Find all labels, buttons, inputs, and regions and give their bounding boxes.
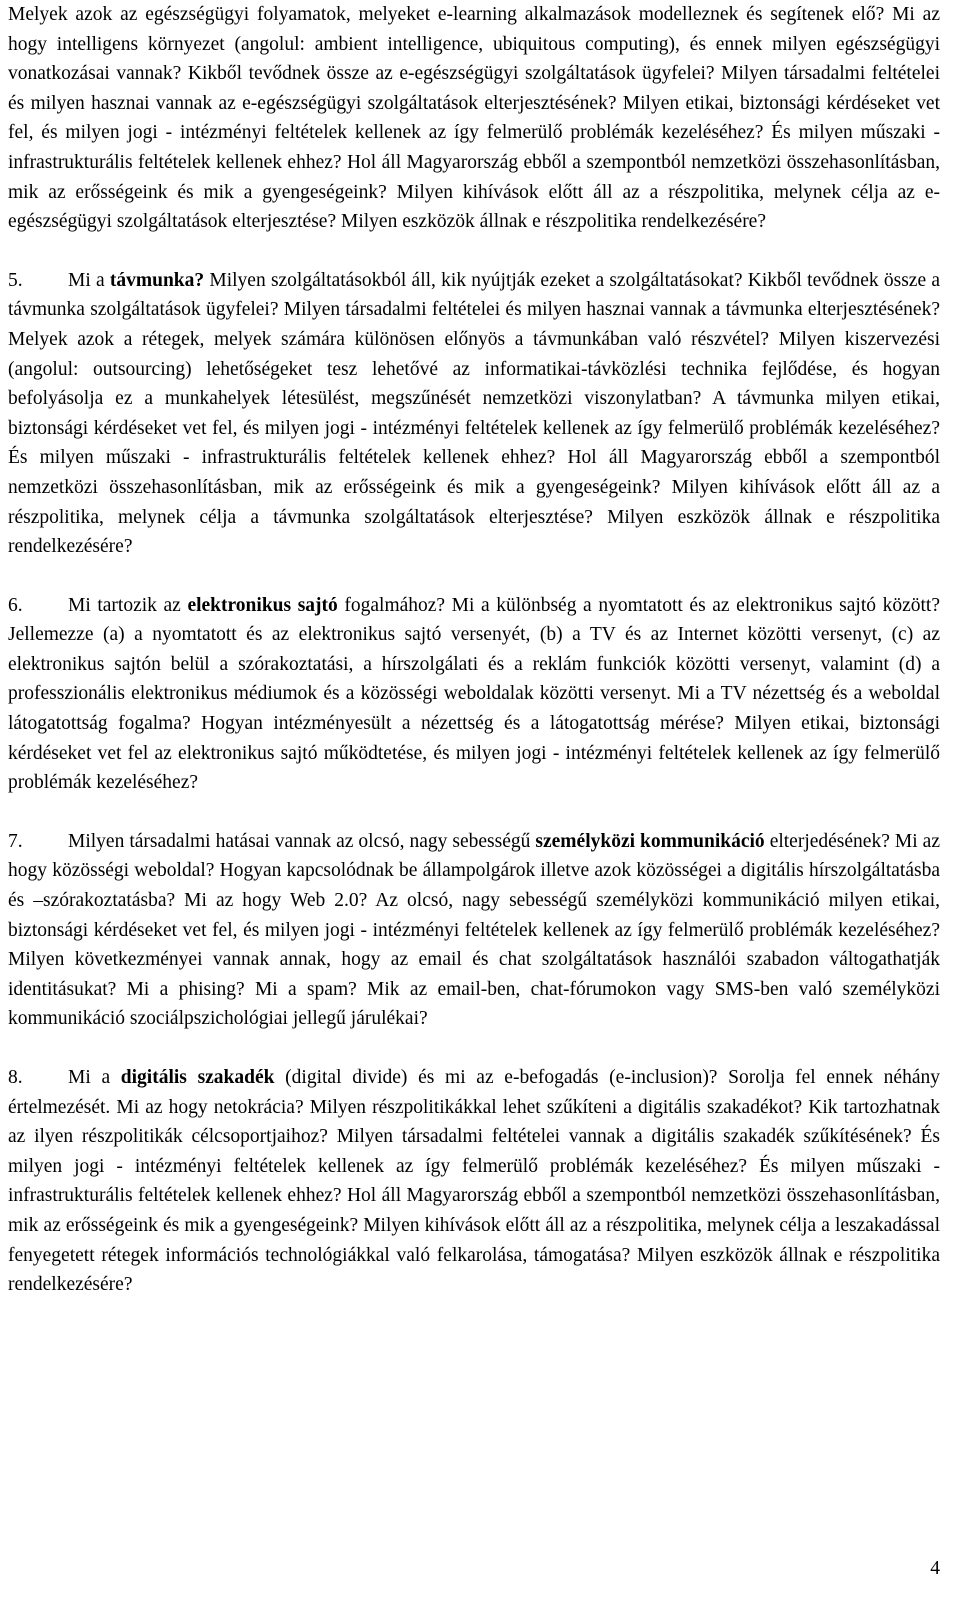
paragraph-gap xyxy=(8,1034,940,1063)
item-text-pre: Mi a xyxy=(68,1067,121,1088)
item-text-post: fogalmához? Mi a különbség a nyomtatott és az elektronikus sajtó között? Jellemezze (a) a nyomtatott és az elektronikus sajtó versenyét, (b) a TV és az Internet közötti versenyt, (c) az elektronikus sajtón belül a szórakoztatási, a hírszolgálati és a reklám funkciók közötti versenyt, valamint (d) a professzionális elektronikus médiumok és a közösségi weboldalak közötti versenyt. Mi a TV nézettség és a weboldal látogatottság fogalma? Hogyan intézményesült a nézettség és a látogatottság mérése? Milyen etikai, biztonsági kérdéseket vet fel az elektronikus sajtó működtetése, és milyen jogi - intézményi feltételek kellenek az így felmerülő problémák kezeléséhez? xyxy=(8,594,940,794)
page-number: 4 xyxy=(930,1558,940,1579)
question-item-7 xyxy=(8,827,940,1034)
item-text-post: elterjedésének? Mi az hogy közösségi weboldal? Hogyan kapcsolódnak be állampolgárok illetve azok közösségei a digitális hírszolgáltatásba és –szórakoztatásba? Mi az hogy Web 2.0? Az olcsó, nagy sebességű személyközi kommunikáció milyen etikai, biztonsági kérdéseket vet fel, és milyen jogi - intézményi feltételek kellenek az így felmerülő problémák kezeléséhez? Milyen következményei vannak annak, hogy az email és chat szolgáltatások használói szabadon váltogathatják identitásukat? Mi a phising? Mi a spam? Mik az email-ben, chat-fórumokon vagy SMS-ben való személyközi kommunikáció szociálpszichológiai jellegű járulékai? xyxy=(8,830,940,1030)
document-page xyxy=(8,0,940,1300)
item-keyword: digitális szakadék xyxy=(120,1067,275,1088)
item-text-pre: Mi a xyxy=(68,269,110,291)
paragraph-gap xyxy=(8,798,940,827)
question-item-6 xyxy=(8,591,940,798)
item-number: 6. xyxy=(8,594,23,616)
item-keyword: elektronikus sajtó xyxy=(187,594,338,616)
paragraph-gap xyxy=(8,237,940,266)
intro-paragraph: Melyek azok az egészségügyi folyamatok, melyeket e-learning alkalmazások modelleznek és segítenek elő? Mi az hogy intelligens környezet (angolul: ambient intelligence, ubiquitous computing), és ennek milyen egészségügyi vonatkozásai vannak? Kikből tevődnek össze az e-egészségügyi szolgáltatások ügyfelei? Milyen társadalmi feltételei és milyen hasznai vannak az e-egészségügyi szolgáltatások elterjesztésének? Milyen etikai, biztonsági kérdéseket vet fel, és milyen jogi - intézményi feltételek kellenek az így felmerülő problémák kezeléséhez? És milyen műszaki - infrastrukturális feltételek kellenek ehhez? Hol áll Magyarország ebből a szempontból nemzetközi összehasonlításban, mik az erősségeink és mik a gyengeségeink? Milyen kihívások előtt áll az a részpolitika, melynek célja az e-egészségügyi szolgáltatások elterjesztése? Milyen eszközök állnak e részpolitika rendelkezésére? xyxy=(8,4,940,233)
item-text-post: (digital divide) és mi az e-befogadás (e-inclusion)? Sorolja fel ennek néhány értelmezését. Mi az hogy netokrácia? Milyen részpolitikákkal lehet szűkíteni a digitális szakadékot? Kik tartozhatnak az ilyen részpolitikák célcsoportjaihoz? Milyen társadalmi feltételei vannak a digitális szakadék szűkítésének? És milyen jogi - intézményi feltételek kellenek az így felmerülő problémák kezeléséhez? És milyen műszaki - infrastrukturális feltételek kellenek ehhez? Hol áll Magyarország ebből a szempontból nemzetközi összehasonlításban, mik az erősségeink és mik a gyengeségeink? Milyen kihívások előtt áll az a részpolitika, melynek célja a leszakadással fenyegetett rétegek információs technológiákkal való felkarolása, támogatása? Milyen eszközök állnak e részpolitika rendelkezésére? xyxy=(8,1067,940,1296)
item-number: 7. xyxy=(8,830,23,852)
item-keyword: személyközi kommunikáció xyxy=(535,830,765,852)
item-number: 8. xyxy=(8,1067,23,1088)
paragraph-gap xyxy=(8,562,940,591)
item-number: 5. xyxy=(8,269,23,291)
item-text-pre: Mi tartozik az xyxy=(68,594,188,616)
item-text-pre: Milyen társadalmi hatásai vannak az olcsó, nagy sebességű xyxy=(68,830,536,852)
question-item-8 xyxy=(8,1063,940,1300)
question-item-5 xyxy=(8,266,940,562)
item-keyword: távmunka? xyxy=(109,269,205,291)
item-text-post: Milyen szolgáltatásokból áll, kik nyújtják ezeket a szolgáltatásokat? Kikből tevődnek össze a távmunka szolgáltatások ügyfelei? Milyen társadalmi feltételei és milyen hasznai vannak a távmunka elterjesztésének? Melyek azok a rétegek, melyek számára különösen előnyös a távmunkában való részvétel? Milyen kiszervezési (angolul: outsourcing) lehetőségeket tesz lehetővé az informatikai-távközlési technika fejlődése, és hogyan befolyásolja ez a munkahelyek létesülést, megszűnését nemzetközi viszonylatban? A távmunka milyen etikai, biztonsági kérdéseket vet fel, és milyen jogi - intézményi feltételek kellenek az így felmerülő problémák kezeléséhez? És milyen műszaki - infrastrukturális feltételek kellenek ehhez? Hol áll Magyarország ebből a szempontból nemzetközi összehasonlításban, mik az erősségeink és mik a gyengeségeink? Milyen kihívások előtt áll az a részpolitika, melynek célja a távmunka szolgáltatások elterjesztése? Milyen eszközök állnak e részpolitika rendelkezésére? xyxy=(8,269,940,558)
